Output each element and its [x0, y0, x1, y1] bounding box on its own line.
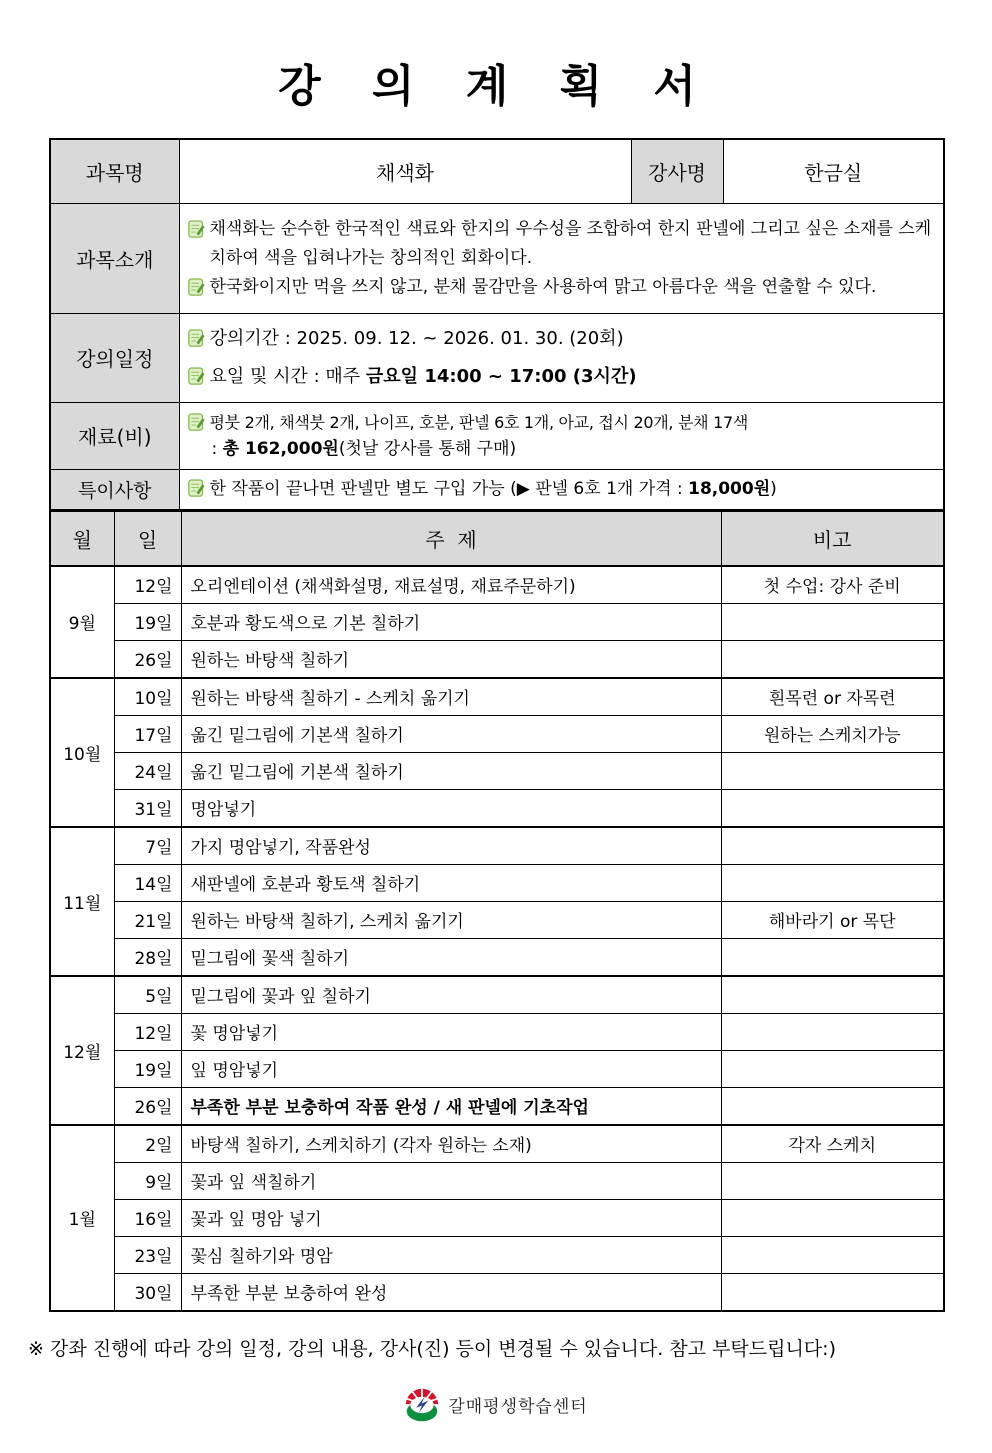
topic-cell: 잎 명암넣기 [181, 1050, 721, 1087]
note-cell [721, 640, 944, 678]
special-item [188, 477, 934, 501]
table-row [50, 469, 944, 509]
special-text-post: ) [770, 479, 777, 499]
note-cell [721, 1273, 944, 1311]
note-cell: 각자 스케치 [721, 1125, 944, 1163]
table-row [50, 139, 944, 203]
note-cell [721, 603, 944, 640]
note-cell: 흰목련 or 자목련 [721, 678, 944, 716]
note-cell [721, 1013, 944, 1050]
topic-cell: 꽃심 칠하기와 명암 [181, 1236, 721, 1273]
topic-cell: 꽃 명암넣기 [181, 1013, 721, 1050]
note-cell [721, 1050, 944, 1087]
materials-item [188, 409, 934, 436]
header-note: 비고 [721, 511, 944, 566]
day-cell: 9일 [114, 1162, 181, 1199]
intro-label: 과목소개 [50, 203, 179, 313]
schedule-text: 요일 및 시간 : 매주 [209, 365, 366, 387]
memo-icon [188, 409, 210, 432]
day-cell: 19일 [114, 603, 181, 640]
table-row [50, 901, 944, 938]
table-row [50, 566, 944, 604]
day-cell: 23일 [114, 1236, 181, 1273]
note-cell: 해바라기 or 목단 [721, 901, 944, 938]
topic-cell: 원하는 바탕색 칠하기 - 스케치 옮기기 [181, 678, 721, 716]
table-row [50, 938, 944, 976]
change-notice: ※ 강좌 진행에 따라 강의 일정, 강의 내용, 강사(진) 등이 변경될 수 있습니다. 참고 부탁드립니다:) [28, 1337, 836, 1360]
table-row [50, 678, 944, 716]
topic-cell: 원하는 바탕색 칠하기, 스케치 옮기기 [181, 901, 721, 938]
day-cell: 12일 [114, 566, 181, 604]
intro-content [179, 203, 944, 313]
table-row [50, 1013, 944, 1050]
intro-text: 채색화는 순수한 한국적인 색료와 한지의 우수성을 조합하여 한지 판넬에 그리고 싶은 소재를 스케치하여 색을 입혀나가는 창의적인 회화이다. [209, 218, 932, 268]
special-content [179, 469, 944, 509]
table-row [50, 752, 944, 789]
table-row [50, 640, 944, 678]
topic-cell: 부족한 부분 보충하여 완성 [181, 1273, 721, 1311]
materials-cost-amount: 총 162,000원 [222, 438, 339, 459]
note-cell [721, 827, 944, 865]
note-cell: 원하는 스케치가능 [721, 715, 944, 752]
table-row [50, 1273, 944, 1311]
day-cell: 30일 [114, 1273, 181, 1311]
table-row [50, 1087, 944, 1125]
materials-content [179, 402, 944, 469]
note-cell [721, 938, 944, 976]
month-cell: 1월 [50, 1125, 114, 1311]
topic-cell: 호분과 황도색으로 기본 칠하기 [181, 603, 721, 640]
table-row [50, 1236, 944, 1273]
table-row [50, 1125, 944, 1163]
intro-item [188, 215, 934, 273]
note-cell [721, 976, 944, 1014]
table-row [50, 976, 944, 1014]
day-cell: 12일 [114, 1013, 181, 1050]
memo-icon [188, 215, 210, 239]
note-cell [721, 752, 944, 789]
schedule-text-bold: 금요일 14:00 ~ 17:00 (3시간) [365, 365, 637, 387]
table-row [50, 864, 944, 901]
table-row [50, 827, 944, 865]
day-cell: 26일 [114, 640, 181, 678]
special-label: 특이사항 [50, 469, 179, 509]
materials-cost-pre: : [211, 438, 223, 459]
note-cell [721, 864, 944, 901]
header-topic: 주 제 [181, 511, 721, 566]
center-name: 갈매평생학습센터 [448, 1397, 588, 1417]
center-logo [0, 1387, 992, 1423]
month-cell: 10월 [50, 678, 114, 827]
special-text: 한 작품이 끝나면 판넬만 별도 구입 가능 (▶ 판넬 6호 1개 가격 : [209, 479, 689, 499]
month-cell: 9월 [50, 566, 114, 678]
topic-cell: 원하는 바탕색 칠하기 [181, 640, 721, 678]
schedule-header-row [50, 511, 944, 566]
subject-label: 과목명 [50, 139, 179, 203]
day-cell: 19일 [114, 1050, 181, 1087]
schedule-text: 강의기간 : 2025. 09. 12. ~ 2026. 01. 30. (20회) [209, 327, 624, 349]
day-cell: 28일 [114, 938, 181, 976]
galmae-center-logo-icon [404, 1387, 440, 1423]
course-info-table [49, 138, 945, 510]
table-row [50, 1050, 944, 1087]
page-title: 강 의 계 획 서 [278, 61, 714, 112]
table-row [50, 1199, 944, 1236]
table-row [50, 789, 944, 827]
note-cell [721, 1236, 944, 1273]
note-cell [721, 1199, 944, 1236]
topic-cell: 새판넬에 호분과 황토색 칠하기 [181, 864, 721, 901]
topic-cell: 명암넣기 [181, 789, 721, 827]
special-price: 18,000원 [688, 479, 771, 499]
topic-cell: 밑그림에 꽃색 칠하기 [181, 938, 721, 976]
memo-icon [188, 477, 210, 498]
header-day: 일 [114, 511, 181, 566]
day-cell: 7일 [114, 827, 181, 865]
memo-icon [188, 320, 210, 348]
instructor-label: 강사명 [631, 139, 723, 203]
lecture-plan-document [49, 50, 943, 1312]
topic-cell: 꽃과 잎 명암 넣기 [181, 1199, 721, 1236]
intro-item [188, 273, 934, 302]
topic-cell: 오리엔테이션 (채색화설명, 재료설명, 재료주문하기) [181, 566, 721, 604]
materials-cost-post: (첫날 강사를 통해 구매) [338, 438, 517, 459]
schedule-content [179, 313, 944, 402]
month-cell: 12월 [50, 976, 114, 1125]
schedule-item [188, 320, 934, 358]
header-month: 월 [50, 511, 114, 566]
weekly-schedule-table [49, 510, 945, 1312]
month-cell: 11월 [50, 827, 114, 976]
day-cell: 21일 [114, 901, 181, 938]
note-cell [721, 1087, 944, 1125]
materials-list: 평붓 2개, 채색붓 2개, 나이프, 호분, 판넬 6호 1개, 아교, 접시 20개, 분채 17색 [209, 412, 749, 432]
note-cell: 첫 수업: 강사 준비 [721, 566, 944, 604]
day-cell: 17일 [114, 715, 181, 752]
day-cell: 10일 [114, 678, 181, 716]
memo-icon [188, 358, 210, 386]
memo-icon [188, 273, 210, 297]
schedule-label: 강의일정 [50, 313, 179, 402]
topic-cell: 부족한 부분 보충하여 작품 완성 / 새 판넬에 기초작업 [181, 1087, 721, 1125]
topic-cell: 바탕색 칠하기, 스케치하기 (각자 원하는 소재) [181, 1125, 721, 1163]
instructor-value: 한금실 [723, 139, 944, 203]
note-cell [721, 1162, 944, 1199]
topic-cell: 옮긴 밑그림에 기본색 칠하기 [181, 752, 721, 789]
table-row [50, 1162, 944, 1199]
day-cell: 5일 [114, 976, 181, 1014]
intro-text: 한국화이지만 먹을 쓰지 않고, 분채 물감만을 사용하여 맑고 아름다운 색을 연출할 수 있다. [209, 276, 877, 297]
schedule-item [188, 358, 934, 396]
table-row [50, 203, 944, 313]
table-row [50, 715, 944, 752]
topic-cell: 옮긴 밑그림에 기본색 칠하기 [181, 715, 721, 752]
topic-cell: 밑그림에 꽃과 잎 칠하기 [181, 976, 721, 1014]
table-row [50, 402, 944, 469]
subject-value: 채색화 [179, 139, 631, 203]
day-cell: 31일 [114, 789, 181, 827]
day-cell: 26일 [114, 1087, 181, 1125]
day-cell: 16일 [114, 1199, 181, 1236]
table-row [50, 313, 944, 402]
materials-label: 재료(비) [50, 402, 179, 469]
topic-cell: 가지 명암넣기, 작품완성 [181, 827, 721, 865]
day-cell: 2일 [114, 1125, 181, 1163]
day-cell: 14일 [114, 864, 181, 901]
note-cell [721, 789, 944, 827]
materials-cost [188, 436, 934, 463]
table-row [50, 603, 944, 640]
topic-cell: 꽃과 잎 색칠하기 [181, 1162, 721, 1199]
day-cell: 24일 [114, 752, 181, 789]
